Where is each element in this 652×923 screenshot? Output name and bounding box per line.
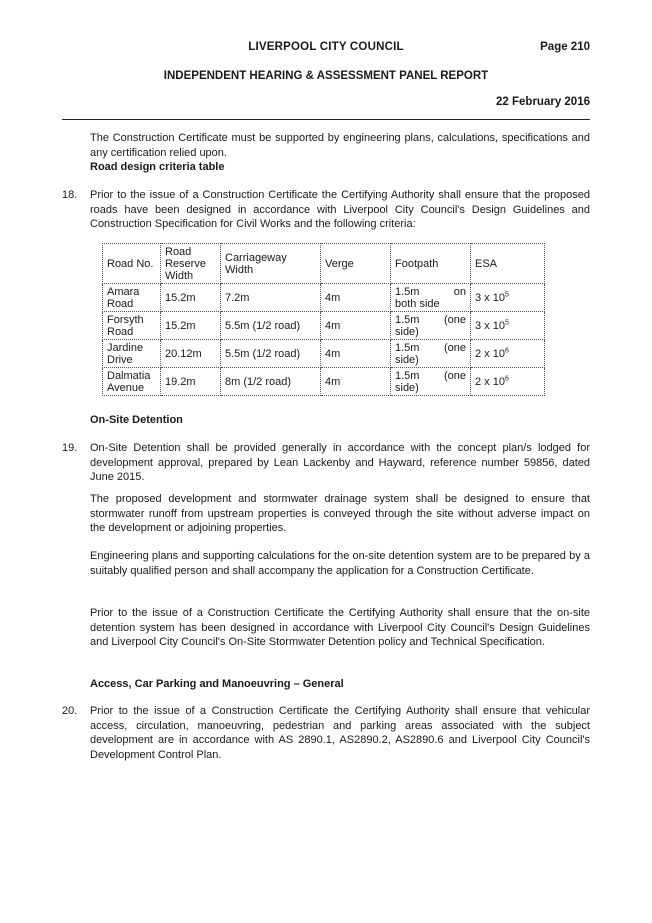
table-row bbox=[103, 312, 545, 340]
esa-base: 3 x 10 bbox=[475, 291, 505, 304]
access-heading: Access, Car Parking and Manoeuvring – General bbox=[90, 678, 344, 690]
header-road-no: Road No. bbox=[103, 244, 161, 284]
cell-road: Dalmatia Avenue bbox=[103, 368, 161, 396]
esa-exponent: 5 bbox=[504, 318, 509, 326]
header-esa: ESA bbox=[471, 244, 545, 284]
header-divider bbox=[62, 119, 590, 120]
cell-carriageway: 7.2m bbox=[221, 284, 321, 312]
road-design-criteria-table bbox=[102, 243, 545, 396]
cell-road: Amara Road bbox=[103, 284, 161, 312]
cell-footpath bbox=[391, 368, 471, 396]
table-row bbox=[103, 368, 545, 396]
header-road-reserve-width: Road Reserve Width bbox=[161, 244, 221, 284]
footpath-qualifier: on bbox=[453, 285, 466, 298]
cell-carriageway: 5.5m (1/2 road) bbox=[221, 340, 321, 368]
esa-exponent: 5 bbox=[504, 290, 509, 298]
cell-verge: 4m bbox=[321, 340, 391, 368]
item-number-18: 18. bbox=[62, 189, 78, 201]
cell-verge: 4m bbox=[321, 312, 391, 340]
table-row bbox=[103, 340, 545, 368]
onsite-paragraph-4: Prior to the issue of a Construction Certificate the Certifying Authority shall ensure that the on-site detention system has been designed in accordance with Liverpool City Council's Design Guidelines and Liverpool City Council's On-Site Stormwater Detention policy and Technical Specification. bbox=[90, 607, 590, 648]
cell-verge: 4m bbox=[321, 368, 391, 396]
esa-base: 2 x 10 bbox=[475, 375, 505, 388]
footpath-width: 1.5m bbox=[395, 369, 420, 382]
cell-esa bbox=[471, 312, 545, 340]
item-number-20: 20. bbox=[62, 705, 78, 717]
cell-reserve: 15.2m bbox=[161, 284, 221, 312]
cell-footpath bbox=[391, 284, 471, 312]
esa-exponent: 6 bbox=[504, 374, 509, 382]
cell-road: Forsyth Road bbox=[103, 312, 161, 340]
cell-verge: 4m bbox=[321, 284, 391, 312]
cell-reserve: 20.12m bbox=[161, 340, 221, 368]
cell-esa bbox=[471, 368, 545, 396]
cell-carriageway: 8m (1/2 road) bbox=[221, 368, 321, 396]
footpath-side: side) bbox=[395, 353, 419, 366]
report-title: INDEPENDENT HEARING & ASSESSMENT PANEL REPORT bbox=[163, 70, 489, 82]
table-row bbox=[103, 284, 545, 312]
cell-footpath bbox=[391, 312, 471, 340]
footpath-qualifier: (one bbox=[443, 313, 466, 326]
onsite-paragraph-2: The proposed development and stormwater drainage system shall be designed to ensure that stormwater runoff from upstream properties is conveyed through the site without adverse impact on the development or adjoining properties. bbox=[90, 493, 590, 534]
footpath-width: 1.5m bbox=[395, 313, 420, 326]
table-heading: Road design criteria table bbox=[90, 161, 225, 173]
esa-exponent: 6 bbox=[504, 346, 509, 354]
council-title: LIVERPOOL CITY COUNCIL bbox=[248, 41, 404, 53]
footpath-width: 1.5m bbox=[395, 285, 420, 298]
access-paragraph: Prior to the issue of a Construction Certificate the Certifying Authority shall ensure that vehicular access, circulation, manoeuvring, pedestrian and parking areas associated with the subject development are in accordance with AS 2890.1, AS2890.2, AS2890.6 and Liverpool City Council's Development Control Plan. bbox=[90, 705, 590, 761]
header-footpath: Footpath bbox=[391, 244, 471, 284]
cell-reserve: 19.2m bbox=[161, 368, 221, 396]
cell-reserve: 15.2m bbox=[161, 312, 221, 340]
footpath-side: both side bbox=[395, 297, 440, 310]
item-number-19: 19. bbox=[62, 442, 78, 454]
cell-carriageway: 5.5m (1/2 road) bbox=[221, 312, 321, 340]
footpath-qualifier: (one bbox=[443, 341, 466, 354]
intro-paragraph: The Construction Certificate must be supported by engineering plans, calculations, specifications and any certification relied upon. bbox=[90, 132, 590, 159]
onsite-paragraph-3: Engineering plans and supporting calculations for the on-site detention system are to be prepared by a suitably qualified person and shall accompany the application for a Construction Certificate. bbox=[90, 550, 590, 577]
cell-esa bbox=[471, 284, 545, 312]
cell-road: Jardine Drive bbox=[103, 340, 161, 368]
cell-footpath bbox=[391, 340, 471, 368]
cell-esa bbox=[471, 340, 545, 368]
onsite-paragraph-1: On-Site Detention shall be provided generally in accordance with the concept plan/s lodged for development approval, prepared by Lean Lackenby and Hayward, reference number 59856, dated June 2015. bbox=[90, 442, 590, 483]
footpath-side: side) bbox=[395, 325, 419, 338]
header-carriageway-width: Carriageway Width bbox=[221, 244, 321, 284]
footpath-width: 1.5m bbox=[395, 341, 420, 354]
esa-base: 2 x 10 bbox=[475, 347, 505, 360]
footpath-side: side) bbox=[395, 381, 419, 394]
item-18-paragraph: Prior to the issue of a Construction Certificate the Certifying Authority shall ensure that the proposed roads have been designed in accordance with Liverpool City Council's Design Guidelines and Construction Specification for Civil Works and the following criteria: bbox=[90, 189, 590, 230]
table-header-row bbox=[103, 244, 545, 284]
footpath-qualifier: (one bbox=[443, 369, 466, 382]
onsite-detention-heading: On-Site Detention bbox=[90, 414, 183, 426]
header-verge: Verge bbox=[321, 244, 391, 284]
page-number: Page 210 bbox=[540, 41, 590, 53]
esa-base: 3 x 10 bbox=[475, 319, 505, 332]
report-date: 22 February 2016 bbox=[496, 96, 590, 108]
